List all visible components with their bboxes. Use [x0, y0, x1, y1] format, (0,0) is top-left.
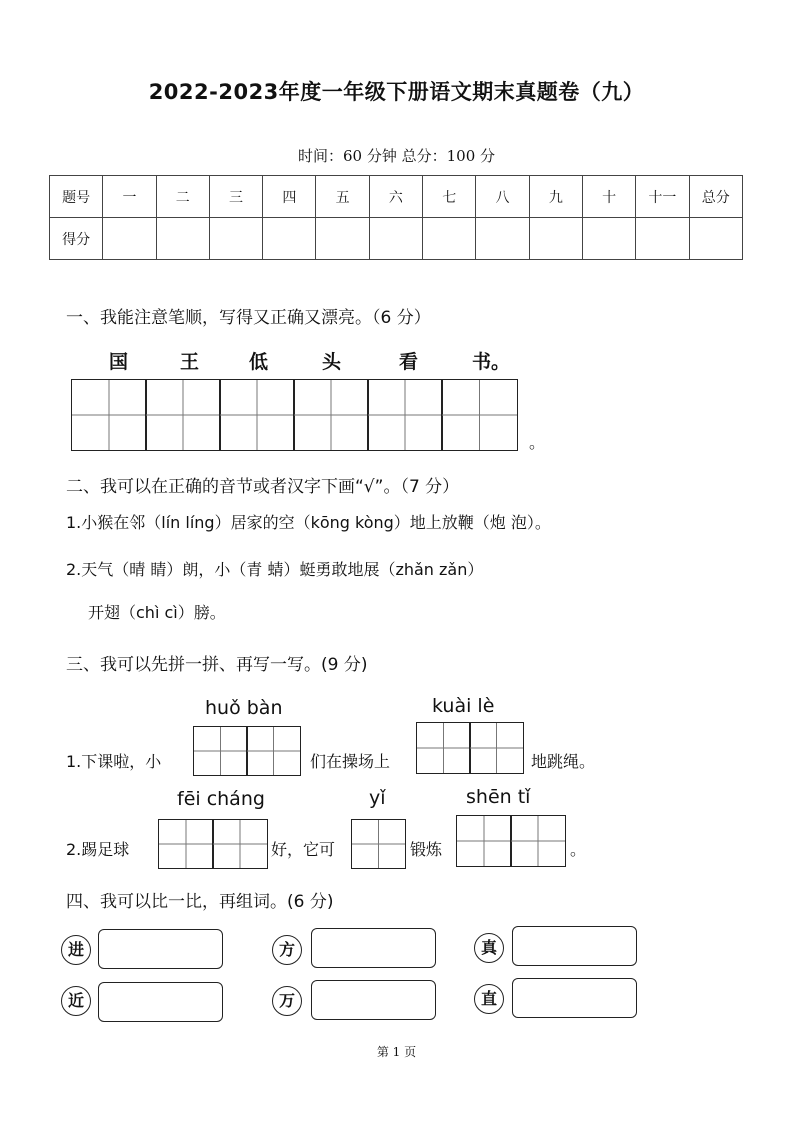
pinyin-label: kuài lè: [432, 695, 495, 717]
score-input-cell[interactable]: [156, 218, 209, 260]
word-answer-box[interactable]: [98, 929, 223, 969]
writing-grid-box[interactable]: [351, 819, 406, 869]
score-header-cell: 十一: [636, 176, 689, 218]
pinyin-label: fēi cháng: [177, 788, 265, 810]
writing-grid-box[interactable]: [219, 379, 295, 451]
score-header-cell: 三: [209, 176, 262, 218]
writing-grid-box[interactable]: [212, 819, 268, 869]
model-char: 国: [109, 351, 129, 373]
page-number: 第 1 页: [376, 1045, 417, 1059]
score-header-cell: 四: [263, 176, 316, 218]
model-char: 头: [322, 351, 342, 373]
word-answer-box[interactable]: [311, 980, 436, 1020]
score-header-cell: 总分: [689, 176, 742, 218]
section3-heading: 三、我可以先拼一拼、再写一写。(9 分): [66, 655, 368, 675]
section2-heading: 二、我可以在正确的音节或者汉字下画“√”。（7 分）: [66, 477, 460, 497]
model-char: 低: [249, 351, 269, 373]
score-header-cell: 十: [582, 176, 635, 218]
section3-q1-text: 地跳绳。: [531, 752, 596, 771]
score-header-cell: 七: [423, 176, 476, 218]
writing-grid-box[interactable]: [510, 815, 566, 867]
writing-grid-box[interactable]: [441, 379, 518, 451]
compare-char: 进: [61, 935, 91, 965]
score-header-cell: 八: [476, 176, 529, 218]
word-answer-box[interactable]: [512, 926, 637, 966]
word-answer-box[interactable]: [512, 978, 637, 1018]
compare-char: 真: [474, 933, 504, 963]
score-table-header-row: [50, 176, 743, 218]
page-title: 2022-2023年度一年级下册语文期末真题卷（九）: [148, 80, 645, 104]
pinyin-label: shēn tǐ: [466, 786, 531, 808]
writing-grid-box[interactable]: [416, 722, 471, 774]
score-input-cell[interactable]: [423, 218, 476, 260]
section3-q1-text: 1.下课啦，小: [66, 752, 162, 771]
score-input-cell[interactable]: [209, 218, 262, 260]
pinyin-label: huǒ bàn: [205, 697, 283, 719]
writing-grid-box[interactable]: [456, 815, 512, 867]
score-input-cell[interactable]: [263, 218, 316, 260]
writing-grid-box[interactable]: [71, 379, 147, 451]
model-char: 书。: [472, 351, 511, 373]
score-input-cell[interactable]: [582, 218, 635, 260]
section3-q2-text: 。: [570, 840, 587, 859]
section2-question1: 1.小猴在邻（lín líng）居家的空（kōng kòng）地上放鞭（炮 泡）。: [66, 513, 551, 532]
section1-heading: 一、我能注意笔顺，写得又正确又漂亮。（6 分）: [66, 308, 431, 328]
score-header-cell: 一: [103, 176, 156, 218]
model-char: 王: [180, 351, 200, 373]
writing-grid-box[interactable]: [367, 379, 443, 451]
section3-q2-text: 2.踢足球: [66, 840, 130, 859]
writing-grid-box[interactable]: [469, 722, 524, 774]
score-input-cell[interactable]: [369, 218, 422, 260]
section4-heading: 四、我可以比一比，再组词。(6 分): [66, 892, 334, 912]
score-input-cell[interactable]: [316, 218, 369, 260]
score-input-cell[interactable]: [103, 218, 156, 260]
score-row-label: 得分: [50, 218, 103, 260]
score-table-score-row: [50, 218, 743, 260]
compare-char: 方: [272, 935, 302, 965]
writing-grid-box[interactable]: [193, 726, 248, 776]
section2-question2-cont: 开翅（chì cì）膀。: [88, 603, 226, 622]
compare-char: 直: [474, 984, 504, 1014]
pinyin-label: yǐ: [369, 787, 386, 809]
score-header-cell: 二: [156, 176, 209, 218]
score-input-cell[interactable]: [529, 218, 582, 260]
score-header-cell: 五: [316, 176, 369, 218]
score-header-cell: 九: [529, 176, 582, 218]
compare-char: 近: [61, 986, 91, 1016]
word-answer-box[interactable]: [311, 928, 436, 968]
model-char: 看: [399, 351, 419, 373]
writing-grid-box[interactable]: [145, 379, 221, 451]
compare-char: 万: [272, 986, 302, 1016]
word-answer-box[interactable]: [98, 982, 223, 1022]
writing-grid-box[interactable]: [293, 379, 369, 451]
writing-grid-box[interactable]: [246, 726, 301, 776]
section3-q2-text: 好，它可: [271, 840, 336, 859]
section3-q1-text: 们在操场上: [310, 752, 391, 771]
score-input-cell[interactable]: [636, 218, 689, 260]
score-table: [49, 175, 743, 260]
section2-question2: 2.天气（晴 睛）朗，小（青 蜻）蜓勇敢地展（zhǎn zǎn）: [66, 560, 484, 579]
exam-time-score: 时间：60 分钟 总分：100 分: [297, 147, 496, 165]
score-header-cell: 题号: [50, 176, 103, 218]
score-input-cell[interactable]: [689, 218, 742, 260]
writing-grid-box[interactable]: [158, 819, 214, 869]
end-period: 。: [529, 433, 546, 452]
score-input-cell[interactable]: [476, 218, 529, 260]
score-header-cell: 六: [369, 176, 422, 218]
section3-q2-text: 锻炼: [410, 840, 443, 859]
